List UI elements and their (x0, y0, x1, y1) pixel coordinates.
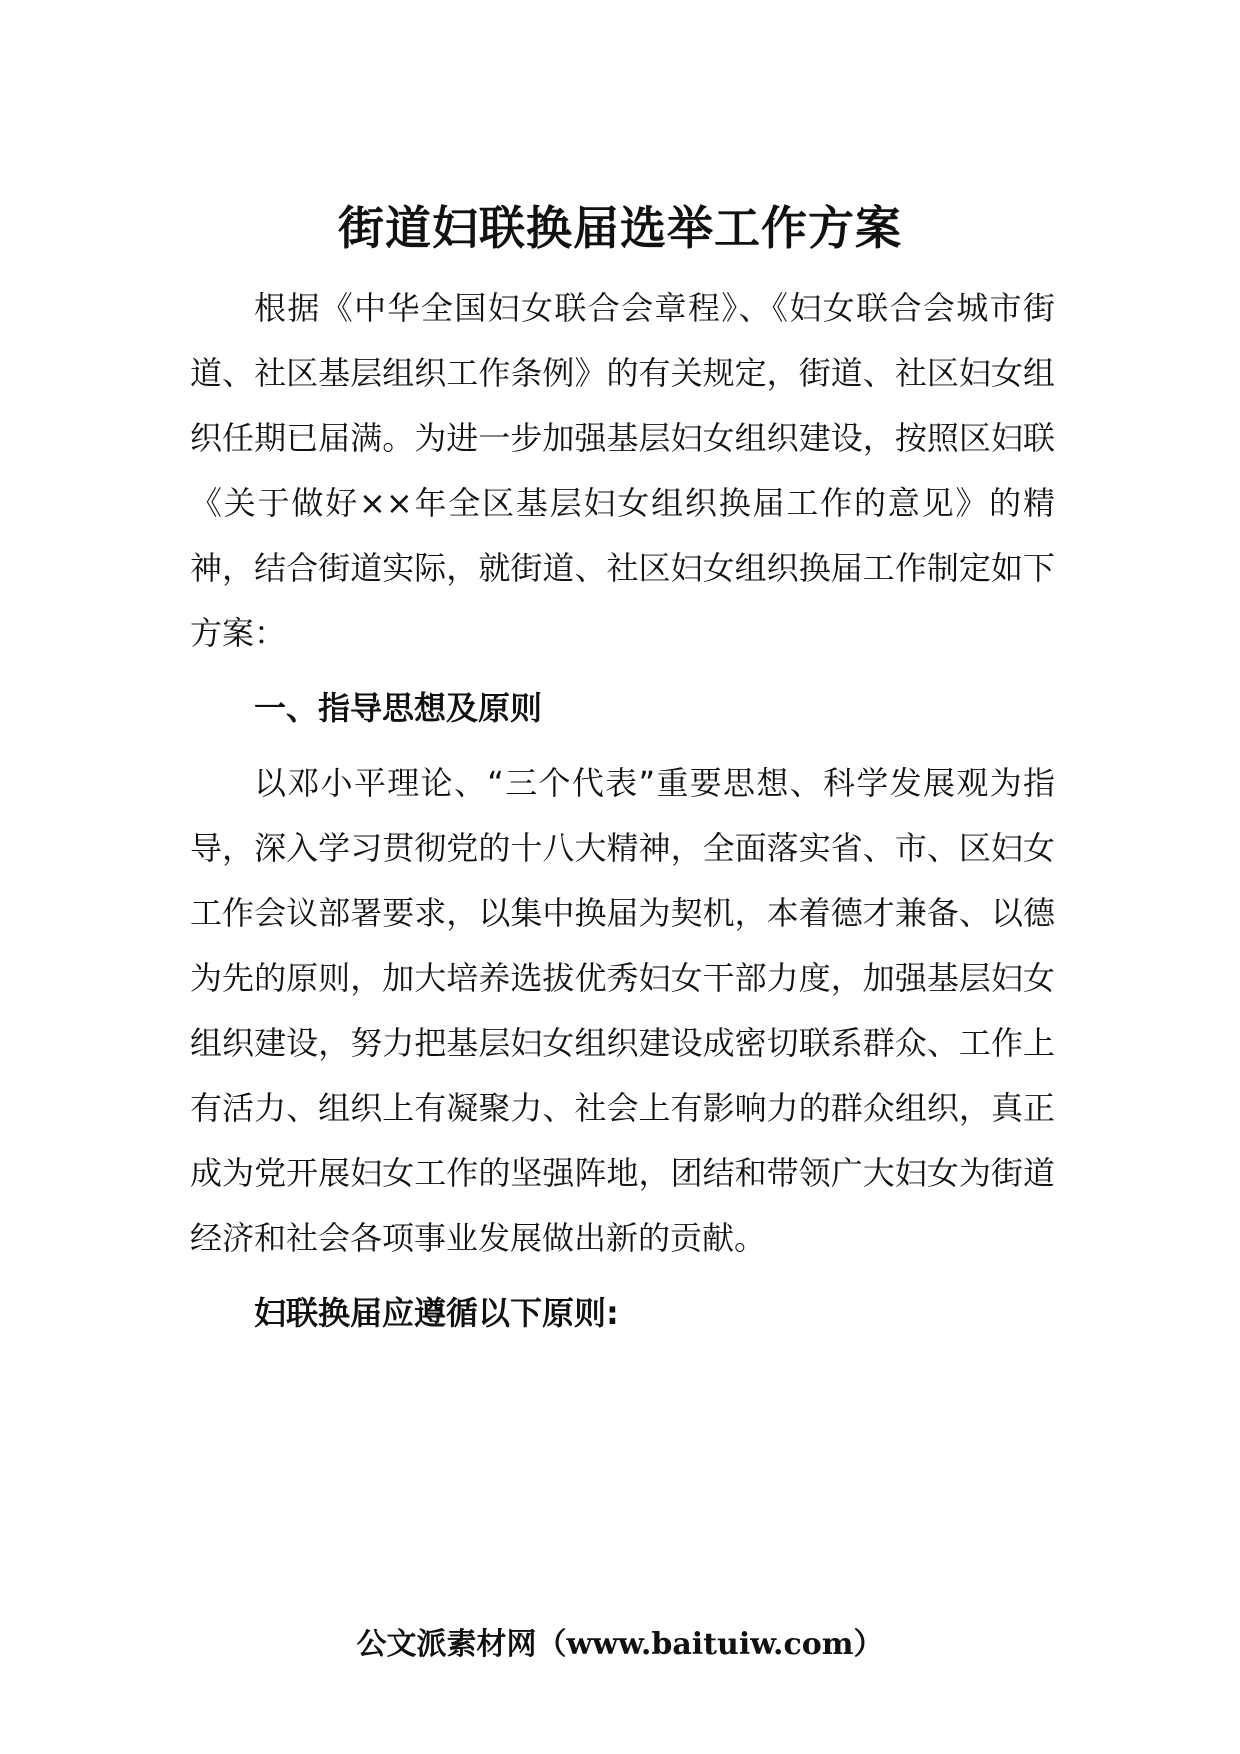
principles-heading: 妇联换届应遵循以下原则: (254, 1294, 619, 1332)
footer-watermark: 公文派素材网（www.baituiw.com） (356, 1627, 884, 1662)
document-title: 街道妇联换届选举工作方案 (338, 201, 902, 255)
paragraph-intro: 根据《中华全国妇女联合会章程》、《妇女联合会城市街道、社区基层组织工作条例》的有关规定，街道、社区妇女组织任期已届满。为进一步加强基层妇女组织建设，按照区妇联《关于做好××年全区基层妇女组织换届工作的意见》的精神，结合街道实际，就街道、社区妇女组织换届工作制定如下方案： (190, 289, 1055, 652)
document-body (190, 276, 1055, 1356)
paragraph-guiding-thought: 以邓小平理论、“三个代表”重要思想、科学发展观为指导，深入学习贯彻党的十八大精神，全面落实省、市、区妇女工作会议部署要求，以集中换届为契机，本着德才兼备、以德为先的原则，加大培养选拔优秀妇女干部力度，加强基层妇女组织建设，努力把基层妇女组织建设成密切联系群众、工作上有活力、组织上有凝聚力、社会上有影响力的群众组织，真正成为党开展妇女工作的坚强阵地，团结和带领广大妇女为街道经济和社会各项事业发展做出新的贡献。 (190, 764, 1055, 1257)
section-heading-guiding-principles: 一、指导思想及原则 (254, 689, 543, 727)
